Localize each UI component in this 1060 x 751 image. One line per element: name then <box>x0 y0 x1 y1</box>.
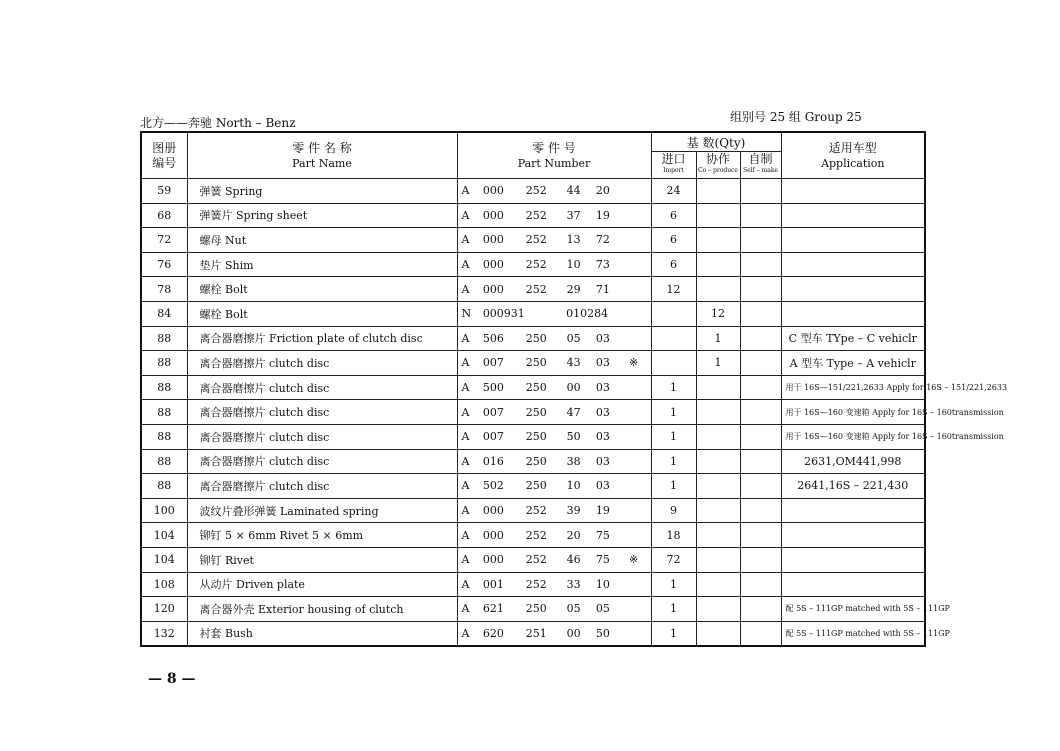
part-number-segment: A <box>461 504 470 518</box>
part-number-segment: 46 <box>566 553 581 567</box>
part-number-segment: 250 <box>525 602 547 616</box>
table-row <box>141 572 925 597</box>
part-number-segment: 252 <box>525 577 547 591</box>
qty-coproduce-cell <box>696 424 740 449</box>
qty-selfmake-cell <box>740 474 781 499</box>
table-row <box>141 351 925 376</box>
part-name-cell: 波纹片叠形弹簧 Laminated spring <box>187 498 457 523</box>
part-number-segment: A <box>461 602 470 616</box>
part-name-cell: 离合器磨擦片 clutch disc <box>187 400 457 425</box>
qty-selfmake-cell <box>740 424 781 449</box>
qty-coproduce-cell <box>696 621 740 646</box>
part-name-cell: 从动片 Driven plate <box>187 572 457 597</box>
table-row <box>141 252 925 277</box>
application-cell: 2631,OM441,998 <box>781 449 925 474</box>
qty-import-cell: 24 <box>651 179 696 204</box>
part-number-segment: 007 <box>482 356 504 370</box>
qty-coproduce-cell <box>696 474 740 499</box>
part-number-segment: N <box>461 307 472 321</box>
part-number-segment: 252 <box>525 504 547 518</box>
part-number-segment: 37 <box>566 208 581 222</box>
part-number-segment: 50 <box>566 430 581 444</box>
qty-import-cell: 6 <box>651 228 696 253</box>
part-number-segment: 05 <box>566 331 581 345</box>
part-number-segment: 75 <box>595 553 610 567</box>
part-number-cell <box>457 474 651 499</box>
part-number-segment: 250 <box>525 331 547 345</box>
part-number-segment: A <box>461 454 470 468</box>
part-number-segment: 20 <box>566 528 581 542</box>
part-number-segment: 03 <box>595 356 610 370</box>
qty-import-cell: 72 <box>651 547 696 572</box>
qty-import-cell <box>651 326 696 351</box>
qty-coproduce-cell <box>696 252 740 277</box>
part-number-segment: 007 <box>482 405 504 419</box>
publisher-header: 北方——奔驰 North – Benz <box>140 116 296 130</box>
application-cell <box>781 203 925 228</box>
part-number-segment: A <box>461 479 470 493</box>
qty-import-cell <box>651 351 696 376</box>
catalog-number-cell: 120 <box>141 597 187 622</box>
qty-selfmake-cell <box>740 449 781 474</box>
application-cell: 用于 16S—160 变速箱 Apply for 16S – 160transmission <box>781 400 925 425</box>
part-number-segment: 000931 <box>482 307 525 321</box>
table-row <box>141 597 925 622</box>
part-number-cell <box>457 351 651 376</box>
qty-coproduce-cell: 12 <box>696 301 740 326</box>
part-number-cell <box>457 228 651 253</box>
part-number-cell <box>457 449 651 474</box>
part-number-segment: 001 <box>482 577 504 591</box>
qty-selfmake-cell <box>740 252 781 277</box>
part-number-segment: A <box>461 356 470 370</box>
part-number-segment: 73 <box>595 258 610 272</box>
part-number-cell <box>457 572 651 597</box>
part-number-segment: A <box>461 626 470 640</box>
application-cell <box>781 277 925 302</box>
part-number-segment: A <box>461 208 470 222</box>
part-number-segment: 620 <box>482 626 504 640</box>
part-number-segment: 72 <box>595 233 610 247</box>
col-header-application: 适用车型 Application <box>781 132 925 179</box>
part-number-segment: 000 <box>482 258 504 272</box>
part-number-segment: 39 <box>566 504 581 518</box>
part-number-cell <box>457 498 651 523</box>
part-number-segment: 252 <box>525 208 547 222</box>
table-row <box>141 326 925 351</box>
part-name-cell: 离合器磨擦片 clutch disc <box>187 375 457 400</box>
qty-import-cell <box>651 301 696 326</box>
part-number-segment: 250 <box>525 356 547 370</box>
part-number-segment: 251 <box>525 626 547 640</box>
part-number-segment: 621 <box>482 602 504 616</box>
part-number-cell <box>457 400 651 425</box>
part-number-segment: 000 <box>482 282 504 296</box>
qty-coproduce-cell <box>696 572 740 597</box>
qty-coproduce-cell <box>696 228 740 253</box>
qty-selfmake-cell <box>740 301 781 326</box>
part-number-segment: 016 <box>482 454 504 468</box>
catalog-number-cell: 88 <box>141 375 187 400</box>
qty-selfmake-cell <box>740 228 781 253</box>
part-name-cell: 弹簧 Spring <box>187 179 457 204</box>
qty-import-cell: 6 <box>651 252 696 277</box>
table-row <box>141 277 925 302</box>
col-header-qty: 基 数(Qty) <box>651 132 781 152</box>
part-number-segment: A <box>461 577 470 591</box>
col-header-selfmake: 自制 Self – make <box>740 152 781 179</box>
part-number-cell <box>457 203 651 228</box>
qty-import-cell: 1 <box>651 621 696 646</box>
part-number-segment: A <box>461 282 470 296</box>
part-number-segment: 252 <box>525 528 547 542</box>
part-number-segment: 000 <box>482 233 504 247</box>
part-number-cell <box>457 179 651 204</box>
qty-coproduce-cell <box>696 523 740 548</box>
part-name-cell: 离合器外壳 Exterior housing of clutch <box>187 597 457 622</box>
part-number-segment: A <box>461 430 470 444</box>
application-cell <box>781 523 925 548</box>
catalog-number-cell: 104 <box>141 523 187 548</box>
catalog-number-cell: 104 <box>141 547 187 572</box>
catalog-number-cell: 88 <box>141 351 187 376</box>
part-number-cell <box>457 375 651 400</box>
catalog-number-cell: 88 <box>141 424 187 449</box>
part-number-segment: 10 <box>566 258 581 272</box>
part-number-segment: 05 <box>595 602 610 616</box>
part-number-segment: 13 <box>566 233 581 247</box>
part-name-cell: 铆钉 5 × 6mm Rivet 5 × 6mm <box>187 523 457 548</box>
part-number-segment: 250 <box>525 405 547 419</box>
qty-import-cell: 6 <box>651 203 696 228</box>
part-number-cell <box>457 326 651 351</box>
part-number-segment: 252 <box>525 282 547 296</box>
part-number-segment: 252 <box>525 233 547 247</box>
catalog-number-cell: 59 <box>141 179 187 204</box>
part-number-segment: 50 <box>595 626 610 640</box>
part-number-segment: 250 <box>525 381 547 395</box>
part-number-segment: 00 <box>566 381 581 395</box>
qty-import-cell: 1 <box>651 597 696 622</box>
part-name-cell: 离合器磨擦片 clutch disc <box>187 449 457 474</box>
qty-import-cell: 1 <box>651 424 696 449</box>
table-row <box>141 498 925 523</box>
table-row <box>141 621 925 646</box>
part-number-segment: 252 <box>525 258 547 272</box>
part-number-segment: 03 <box>595 405 610 419</box>
col-header-number: 图册 编号 <box>141 132 187 179</box>
part-name-cell: 铆钉 Rivet <box>187 547 457 572</box>
part-number-cell <box>457 277 651 302</box>
application-cell: 配 5S – 111GP matched with 5S – 111GP <box>781 597 925 622</box>
application-cell: C 型车 TYpe – C vehiclr <box>781 326 925 351</box>
reference-mark: ※ <box>628 356 639 370</box>
part-number-segment: 502 <box>482 479 504 493</box>
part-name-cell: 弹簧片 Spring sheet <box>187 203 457 228</box>
qty-selfmake-cell <box>740 621 781 646</box>
part-number-segment: 250 <box>525 454 547 468</box>
qty-import-cell: 1 <box>651 400 696 425</box>
catalog-number-cell: 88 <box>141 400 187 425</box>
catalog-number-cell: 88 <box>141 326 187 351</box>
catalog-number-cell: 76 <box>141 252 187 277</box>
qty-coproduce-cell <box>696 375 740 400</box>
part-number-segment: 43 <box>566 356 581 370</box>
part-name-cell: 螺栓 Bolt <box>187 301 457 326</box>
table-row <box>141 424 925 449</box>
part-number-segment: 000 <box>482 528 504 542</box>
application-cell: A 型车 Type – A vehiclr <box>781 351 925 376</box>
part-number-segment: 250 <box>525 430 547 444</box>
qty-import-cell: 1 <box>651 375 696 400</box>
part-name-cell: 离合器磨擦片 clutch disc <box>187 424 457 449</box>
catalog-number-cell: 68 <box>141 203 187 228</box>
catalog-number-cell: 88 <box>141 474 187 499</box>
catalog-number-cell: 72 <box>141 228 187 253</box>
part-number-segment: A <box>461 184 470 198</box>
table-row <box>141 301 925 326</box>
group-header: 组别号 25 组 Group 25 <box>730 110 862 124</box>
part-number-segment: 03 <box>595 454 610 468</box>
part-number-segment: 007 <box>482 430 504 444</box>
application-cell <box>781 179 925 204</box>
part-number-segment: 03 <box>595 331 610 345</box>
qty-selfmake-cell <box>740 375 781 400</box>
part-number-segment: 05 <box>566 602 581 616</box>
part-number-cell <box>457 301 651 326</box>
part-name-cell: 离合器磨擦片 Friction plate of clutch disc <box>187 326 457 351</box>
part-name-cell: 离合器磨擦片 clutch disc <box>187 351 457 376</box>
part-number-cell <box>457 547 651 572</box>
part-number-cell <box>457 252 651 277</box>
part-number-segment: 252 <box>525 553 547 567</box>
part-number-segment: A <box>461 528 470 542</box>
parts-table <box>140 131 1008 647</box>
qty-import-cell: 1 <box>651 572 696 597</box>
application-cell: 配 5S – 111GP matched with 5S – 111GP <box>781 621 925 646</box>
part-number-cell <box>457 621 651 646</box>
col-header-part-number: 零 件 号 Part Number <box>457 132 651 179</box>
qty-import-cell: 12 <box>651 277 696 302</box>
qty-selfmake-cell <box>740 523 781 548</box>
part-number-segment: 47 <box>566 405 581 419</box>
qty-import-cell: 1 <box>651 474 696 499</box>
application-cell <box>781 252 925 277</box>
part-number-segment: 10 <box>595 577 610 591</box>
part-number-cell <box>457 597 651 622</box>
part-number-segment: 000 <box>482 553 504 567</box>
catalog-number-cell: 88 <box>141 449 187 474</box>
qty-import-cell: 1 <box>651 449 696 474</box>
qty-coproduce-cell <box>696 179 740 204</box>
part-number-segment: 252 <box>525 184 547 198</box>
part-name-cell: 螺母 Nut <box>187 228 457 253</box>
part-number-segment: A <box>461 405 470 419</box>
part-name-cell: 衬套 Bush <box>187 621 457 646</box>
parts-table-body <box>141 179 1008 647</box>
table-row <box>141 474 925 499</box>
qty-coproduce-cell <box>696 400 740 425</box>
part-number-segment: 75 <box>595 528 610 542</box>
qty-selfmake-cell <box>740 400 781 425</box>
col-header-import: 进口 Import <box>651 152 696 179</box>
application-cell <box>781 301 925 326</box>
part-number-segment: A <box>461 381 470 395</box>
part-number-segment: 506 <box>482 331 504 345</box>
catalog-number-cell: 132 <box>141 621 187 646</box>
qty-import-cell: 18 <box>651 523 696 548</box>
catalog-number-cell: 84 <box>141 301 187 326</box>
qty-selfmake-cell <box>740 277 781 302</box>
part-number-segment: 000 <box>482 208 504 222</box>
table-row <box>141 179 925 204</box>
qty-selfmake-cell <box>740 547 781 572</box>
part-number-segment: A <box>461 258 470 272</box>
part-number-cell <box>457 424 651 449</box>
qty-selfmake-cell <box>740 498 781 523</box>
part-number-segment: 000 <box>482 184 504 198</box>
col-header-part-name: 零 件 名 称 Part Name <box>187 132 457 179</box>
qty-coproduce-cell: 1 <box>696 326 740 351</box>
application-cell <box>781 498 925 523</box>
qty-coproduce-cell <box>696 203 740 228</box>
part-number-segment: 03 <box>595 430 610 444</box>
part-number-segment: 250 <box>525 479 547 493</box>
table-row <box>141 547 925 572</box>
qty-selfmake-cell <box>740 351 781 376</box>
catalog-number-cell: 78 <box>141 277 187 302</box>
part-name-cell: 螺栓 Bolt <box>187 277 457 302</box>
part-number-segment: 20 <box>595 184 610 198</box>
part-number-segment: 03 <box>595 479 610 493</box>
part-name-cell: 离合器磨擦片 clutch disc <box>187 474 457 499</box>
application-cell <box>781 547 925 572</box>
part-number-segment: 44 <box>566 184 581 198</box>
part-number-segment: A <box>461 233 470 247</box>
qty-selfmake-cell <box>740 597 781 622</box>
table-row <box>141 375 925 400</box>
qty-selfmake-cell <box>740 326 781 351</box>
part-number-segment: 00 <box>566 626 581 640</box>
qty-coproduce-cell <box>696 498 740 523</box>
part-number-segment: 38 <box>566 454 581 468</box>
qty-coproduce-cell <box>696 277 740 302</box>
part-number-segment: 33 <box>566 577 581 591</box>
part-number-segment: 500 <box>482 381 504 395</box>
qty-coproduce-cell <box>696 597 740 622</box>
part-number-segment: A <box>461 331 470 345</box>
qty-selfmake-cell <box>740 572 781 597</box>
application-cell: 用于 16S—160 变速箱 Apply for 16S – 160transmission <box>781 424 925 449</box>
part-number-segment: 000 <box>482 504 504 518</box>
application-cell: 2641,16S – 221,430 <box>781 474 925 499</box>
reference-mark: ※ <box>628 553 639 567</box>
part-number-segment: 03 <box>595 381 610 395</box>
part-number-cell <box>457 523 651 548</box>
part-number-segment: 10 <box>566 479 581 493</box>
qty-selfmake-cell <box>740 179 781 204</box>
qty-import-cell: 9 <box>651 498 696 523</box>
col-header-coproduce: 协作 Co – produce <box>696 152 740 179</box>
catalog-number-cell: 100 <box>141 498 187 523</box>
qty-coproduce-cell <box>696 449 740 474</box>
table-row <box>141 400 925 425</box>
qty-coproduce-cell <box>696 547 740 572</box>
part-number-segment: 010284 <box>566 307 609 321</box>
application-cell: 用于 16S—151/221,2633 Apply for 16S – 151/221,2633 <box>781 375 925 400</box>
table-row <box>141 228 925 253</box>
qty-coproduce-cell: 1 <box>696 351 740 376</box>
qty-selfmake-cell <box>740 203 781 228</box>
table-row <box>141 523 925 548</box>
part-name-cell: 垫片 Shim <box>187 252 457 277</box>
catalog-number-cell: 108 <box>141 572 187 597</box>
table-row <box>141 449 925 474</box>
application-cell <box>781 572 925 597</box>
part-number-segment: A <box>461 553 470 567</box>
part-number-segment: 19 <box>595 208 610 222</box>
part-number-segment: 71 <box>595 282 610 296</box>
part-number-segment: 29 <box>566 282 581 296</box>
page-number: — 8 — <box>148 671 196 687</box>
application-cell <box>781 228 925 253</box>
table-row <box>141 203 925 228</box>
part-number-segment: 19 <box>595 504 610 518</box>
